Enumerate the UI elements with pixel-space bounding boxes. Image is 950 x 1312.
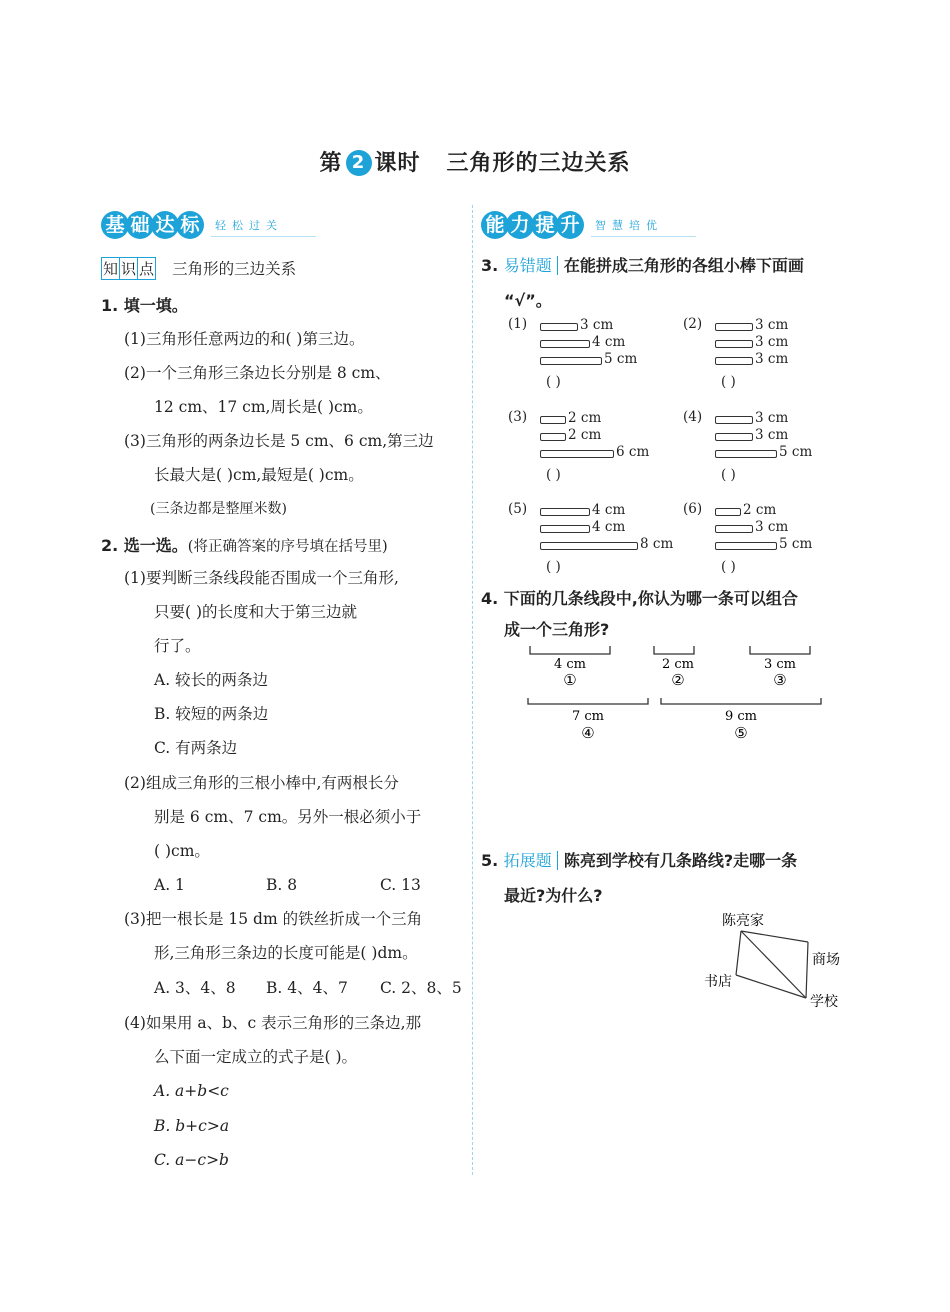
q2-part1-option-a: A. 较长的两条边 — [154, 671, 269, 689]
q1-part3-note: (三条边都是整厘米数) — [150, 501, 287, 517]
q3-group-label: (1) — [508, 316, 528, 332]
q2-part1-line2: 只要( )的长度和大于第三边就 — [154, 603, 358, 621]
q3-heading: 3. 易错题 在能拼成三角形的各组小棒下面画 — [481, 256, 804, 275]
stick-length-label: 2 cm — [743, 502, 777, 518]
stick — [715, 323, 753, 331]
place-home: 陈亮家 — [722, 913, 764, 929]
segment-1 — [530, 646, 610, 654]
answer-blank[interactable]: ( ) — [546, 374, 561, 390]
q2-part3-option-c: C. 2、8、5 — [380, 979, 462, 997]
stick — [540, 433, 566, 441]
q3-group-label: (4) — [683, 409, 703, 425]
q2-part4-option-a: A. a+b<c — [154, 1082, 229, 1100]
section-char: 力 — [506, 211, 534, 239]
q1-part3-line2: 长最大是( )cm,最短是( )cm。 — [154, 466, 364, 484]
q2-part1-line3: 行了。 — [154, 637, 201, 655]
q3-group-label: (3) — [508, 409, 528, 425]
stick-length-label: 3 cm — [580, 317, 614, 333]
q2-part2-line3: ( )cm。 — [154, 842, 210, 860]
segment-1-mark: ① — [563, 671, 577, 689]
answer-blank[interactable]: ( ) — [721, 559, 736, 575]
q5-tag: 拓展题 — [504, 851, 558, 870]
column-divider — [472, 205, 473, 1175]
stick — [540, 323, 578, 331]
stick — [715, 416, 753, 424]
q2-part3-line2: 形,三角形三条边的长度可能是( )dm。 — [154, 944, 418, 962]
segment-5-mark: ⑤ — [734, 724, 748, 742]
q1-part1: (1)三角形任意两边的和( )第三边。 — [124, 330, 365, 348]
segment-3 — [750, 646, 810, 654]
q3-heading-line2: “√”。 — [504, 291, 552, 310]
section-char: 达 — [151, 211, 179, 239]
q1-heading: 1. 填一填。 — [101, 296, 188, 315]
segment-2-length: 2 cm — [661, 657, 695, 672]
section-underline — [591, 236, 696, 237]
section-char: 标 — [176, 211, 204, 239]
segment-2 — [654, 646, 694, 654]
q2-heading: 2. 选一选。(将正确答案的序号填在括号里) — [101, 536, 388, 555]
q4-heading-line2: 成一个三角形? — [504, 620, 610, 639]
q3-group-label: (5) — [508, 501, 528, 517]
stick-length-label: 4 cm — [592, 334, 626, 350]
segment-4-length: 7 cm — [571, 709, 605, 724]
stick-length-label: 2 cm — [568, 427, 602, 443]
stick — [540, 416, 566, 424]
stick — [715, 525, 753, 533]
stick-length-label: 5 cm — [779, 536, 813, 552]
stick — [715, 357, 753, 365]
section-char: 础 — [126, 211, 154, 239]
q2-part3-option-b: B. 4、4、7 — [266, 979, 348, 997]
stick-length-label: 6 cm — [616, 444, 650, 460]
stick — [540, 508, 590, 516]
page-title — [0, 146, 950, 177]
stick — [540, 357, 602, 365]
q4-heading: 4. 下面的几条线段中,你认为哪一条可以组合 — [481, 589, 798, 608]
section-char: 基 — [101, 211, 129, 239]
q1-part3-line1: (3)三角形的两条边长是 5 cm、6 cm,第三边 — [124, 432, 434, 450]
stick-length-label: 4 cm — [592, 519, 626, 535]
q2-part4-option-b: B. b+c>a — [154, 1117, 230, 1135]
q2-part2-option-a: A. 1 — [154, 876, 185, 894]
stick — [540, 525, 590, 533]
section-char: 升 — [556, 211, 584, 239]
q5-heading: 5. 拓展题 陈亮到学校有几条路线?走哪一条 — [481, 851, 798, 870]
knowledge-point: 知 识 点 三角形的三边关系 — [101, 257, 296, 280]
segment-2-mark: ② — [671, 671, 685, 689]
q2-part2-option-b: B. 8 — [266, 876, 298, 894]
stick-length-label: 3 cm — [755, 427, 789, 443]
stick-length-label: 3 cm — [755, 317, 789, 333]
stick — [715, 542, 777, 550]
q2-part1-line1: (1)要判断三条线段能否围成一个三角形, — [124, 569, 399, 587]
section-subtitle: 智慧培优 — [595, 219, 663, 232]
title-topic: 三角形的三边关系 — [446, 151, 631, 176]
stick-length-label: 3 cm — [755, 334, 789, 350]
title-lesson: 课时 — [374, 151, 421, 176]
q2-part2-line1: (2)组成三角形的三根小棒中,有两根长分 — [124, 774, 399, 792]
answer-blank[interactable]: ( ) — [721, 467, 736, 483]
lesson-number-badge: 2 — [346, 150, 372, 176]
place-mall: 商场 — [812, 952, 840, 968]
q2-part1-option-b: B. 较短的两条边 — [154, 705, 269, 723]
answer-blank[interactable]: ( ) — [546, 559, 561, 575]
knowledge-text: 三角形的三边关系 — [172, 260, 297, 278]
place-bookstore: 书店 — [704, 974, 732, 990]
q2-part4-option-c: C. a−c>b — [154, 1151, 229, 1169]
route-home-mall — [741, 931, 808, 942]
segment-3-mark: ③ — [773, 671, 787, 689]
stick — [540, 340, 590, 348]
route-home-bookstore — [736, 931, 741, 975]
segment-4 — [528, 698, 648, 704]
segment-3-length: 3 cm — [763, 657, 797, 672]
right-section-header — [481, 208, 696, 237]
route-map — [700, 905, 850, 1020]
q2-part1-option-c: C. 有两条边 — [154, 739, 238, 757]
section-char: 提 — [531, 211, 559, 239]
q2-part3-line1: (3)把一根长是 15 dm 的铁丝折成一个三角 — [124, 910, 423, 928]
q2-part2-line2: 别是 6 cm、7 cm。另外一根必须小于 — [154, 808, 422, 826]
stick-length-label: 8 cm — [640, 536, 674, 552]
q4-segments-figure — [480, 640, 840, 750]
segment-5 — [661, 698, 821, 704]
q1-part2-line2: 12 cm、17 cm,周长是( )cm。 — [154, 398, 373, 416]
stick-length-label: 3 cm — [755, 351, 789, 367]
stick-length-label: 3 cm — [755, 519, 789, 535]
title-prefix: 第 — [319, 151, 343, 176]
left-section-header — [101, 208, 316, 237]
section-char: 能 — [481, 211, 509, 239]
q2-part3-option-a: A. 3、4、8 — [154, 979, 236, 997]
answer-blank[interactable]: ( ) — [721, 374, 736, 390]
stick-length-label: 3 cm — [755, 410, 789, 426]
stick — [715, 433, 753, 441]
stick — [540, 450, 614, 458]
answer-blank[interactable]: ( ) — [546, 467, 561, 483]
stick-length-label: 4 cm — [592, 502, 626, 518]
q5-heading-line2: 最近?为什么? — [504, 886, 603, 905]
q3-group-label: (6) — [683, 501, 703, 517]
stick-length-label: 5 cm — [604, 351, 638, 367]
q3-tag: 易错题 — [504, 256, 558, 275]
stick-length-label: 2 cm — [568, 410, 602, 426]
segment-4-mark: ④ — [581, 724, 595, 742]
q2-part4-line2: 么下面一定成立的式子是( )。 — [154, 1048, 358, 1066]
stick — [715, 450, 777, 458]
section-underline — [211, 236, 316, 237]
q3-group-label: (2) — [683, 316, 703, 332]
q2-part4-line1: (4)如果用 a、b、c 表示三角形的三条边,那 — [124, 1014, 422, 1032]
segment-1-length: 4 cm — [553, 657, 587, 672]
stick — [715, 340, 753, 348]
stick — [540, 542, 638, 550]
stick-length-label: 5 cm — [779, 444, 813, 460]
q2-part2-option-c: C. 13 — [380, 876, 421, 894]
stick — [715, 508, 741, 516]
place-school: 学校 — [810, 994, 838, 1010]
route-mall-school — [806, 942, 808, 998]
segment-5-length: 9 cm — [724, 709, 758, 724]
section-subtitle: 轻松过关 — [215, 219, 283, 232]
q1-part2-line1: (2)一个三角形三条边长分别是 8 cm、 — [124, 364, 391, 382]
